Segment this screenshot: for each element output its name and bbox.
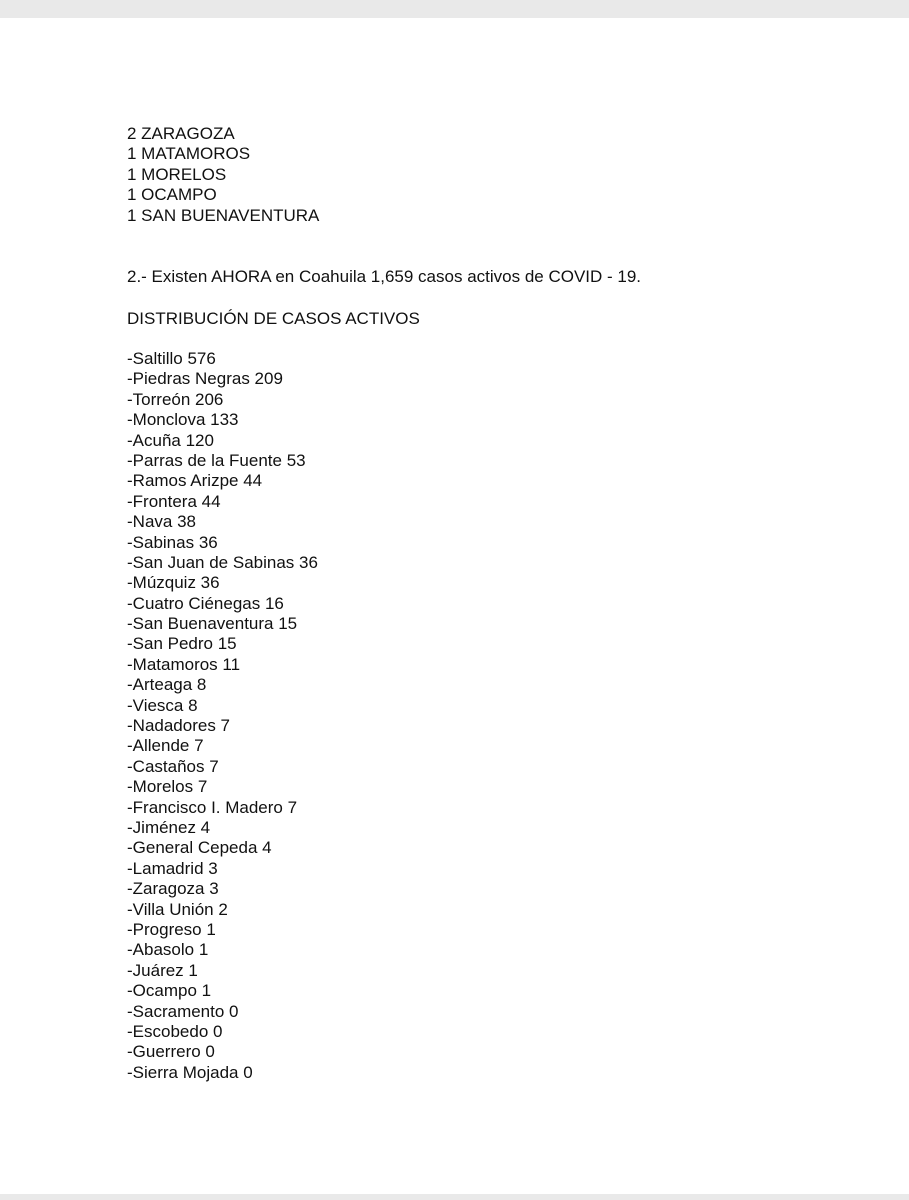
list-item: 1 SAN BUENAVENTURA	[127, 205, 320, 225]
list-item: -Lamadrid 3	[127, 858, 218, 878]
list-item: 1 MORELOS	[127, 164, 227, 184]
list-item: -Monclova 133	[127, 410, 239, 430]
list-item: 1 OCAMPO	[127, 185, 217, 205]
list-item: -Juárez 1	[127, 960, 198, 980]
document-page	[0, 18, 909, 1194]
list-item: -Frontera 44	[127, 491, 221, 511]
list-item: -Múzquiz 36	[127, 573, 220, 593]
municipality-new-cases-list	[127, 124, 319, 226]
list-item: -Morelos 7	[127, 777, 208, 797]
list-item: 2 ZARAGOZA	[127, 124, 235, 143]
list-item: -Sierra Mojada 0	[127, 1062, 253, 1082]
list-item: -Allende 7	[127, 736, 204, 756]
list-item: -Sabinas 36	[127, 532, 218, 552]
list-item: -Arteaga 8	[127, 675, 207, 695]
list-item: -Torreón 206	[127, 389, 224, 409]
list-item: -Castaños 7	[127, 756, 219, 776]
list-item: -Matamoros 11	[127, 654, 241, 674]
list-item: -Zaragoza 3	[127, 879, 219, 899]
list-item: -San Buenaventura 15	[127, 614, 298, 634]
list-item: -Nadadores 7	[127, 716, 231, 736]
list-item: -San Pedro 15	[127, 634, 237, 654]
list-item: -Viesca 8	[127, 695, 198, 715]
list-item: -Saltillo 576	[127, 349, 216, 368]
list-item: -Parras de la Fuente 53	[127, 450, 306, 470]
list-item: -Escobedo 0	[127, 1021, 223, 1041]
list-item: -Francisco I. Madero 7	[127, 797, 298, 817]
list-item: -Acuña 120	[127, 430, 214, 450]
list-item: -Ocampo 1	[127, 981, 212, 1001]
list-item: -Ramos Arizpe 44	[127, 471, 263, 491]
list-item: -Nava 38	[127, 512, 196, 532]
list-item: -San Juan de Sabinas 36	[127, 552, 318, 572]
list-item: -Cuatro Ciénegas 16	[127, 593, 284, 613]
list-item: -Guerrero 0	[127, 1042, 215, 1062]
active-cases-distribution-list	[127, 349, 318, 1083]
list-item: -Piedras Negras 209	[127, 369, 283, 389]
list-item: -General Cepeda 4	[127, 838, 272, 858]
list-item: -Villa Unión 2	[127, 899, 228, 919]
list-item: -Abasolo 1	[127, 940, 209, 960]
list-item: -Jiménez 4	[127, 817, 211, 837]
list-item: -Sacramento 0	[127, 1001, 239, 1021]
distribution-heading: DISTRIBUCIÓN DE CASOS ACTIVOS	[127, 309, 420, 328]
active-cases-statement: 2.- Existen AHORA en Coahuila 1,659 casos activos de COVID - 19.	[127, 267, 642, 286]
list-item: -Progreso 1	[127, 919, 216, 939]
list-item: 1 MATAMOROS	[127, 144, 251, 164]
